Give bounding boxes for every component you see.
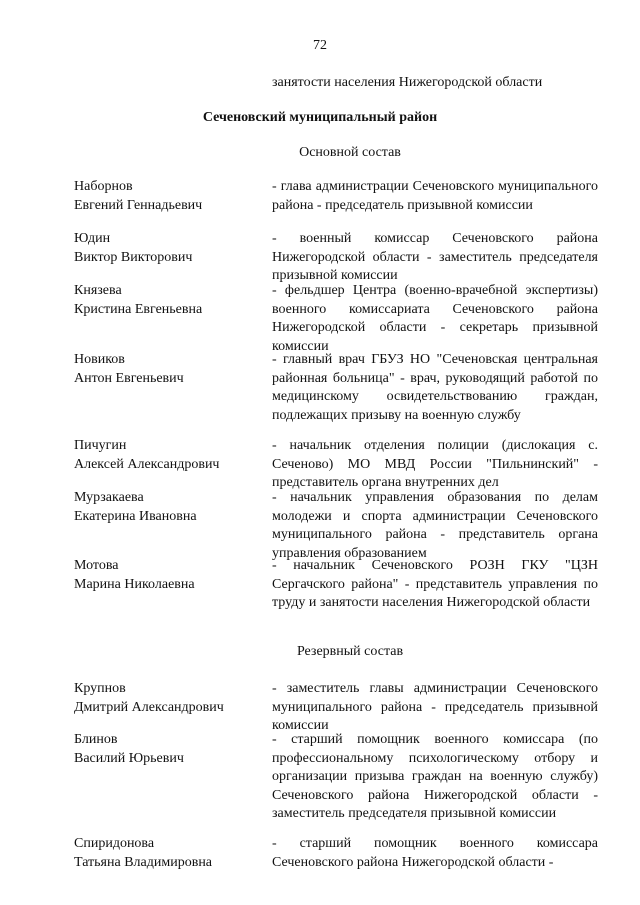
member-name [74, 835, 264, 872]
member-role: - заместитель главы администрации Сеченовского муниципального района - председатель призывной комиссии [272, 681, 598, 733]
member-surname: Новиков [74, 352, 125, 367]
member-given-names: Василий Юрьевич [74, 750, 184, 766]
member-role: - старший помощник военного комиссара (по профессиональному психологическому отбору и организации призыва граждан на военную службу) Сеченовского района Нижегородской области - заместитель председателя призывной комиссии [272, 732, 598, 821]
member-role: - фельдшер Центра (военно-врачебной экспертизы) военного комиссариата Сеченовского района Нижегородской области - секретарь призывной комиссии [272, 283, 598, 354]
member-role: - начальник управления образования по делам молодежи и спорта администрации Сеченовского муниципального района - представитель органа управления образованием [272, 490, 598, 561]
district-title: Сеченовский муниципальный район [202, 110, 438, 125]
member-role: - военный комиссар Сеченовского района Нижегородской области - заместитель председателя призывной комиссии [272, 231, 598, 283]
member-given-names: Кристина Евгеньевна [74, 301, 203, 317]
member-name [74, 680, 264, 717]
member-name [74, 489, 264, 526]
member-role: - начальник отделения полиции (дислокация с. Сеченово) МО МВД России "Пильнинский" - представитель органа внутренних дел [272, 438, 598, 490]
member-name [74, 230, 264, 267]
member-name [74, 351, 264, 388]
member-surname: Крупнов [74, 681, 126, 696]
member-surname: Пичугин [74, 438, 127, 453]
member-given-names: Марина Николаевна [74, 576, 195, 592]
main-section-title: Основной состав [299, 145, 401, 160]
member-given-names: Дмитрий Александрович [74, 699, 224, 715]
member-name [74, 178, 264, 215]
reserve-section-title: Резервный состав [296, 644, 404, 659]
member-surname: Спиридонова [74, 836, 155, 851]
member-role: - старший помощник военного комиссара Сеченовского района Нижегородской области - [272, 836, 598, 870]
member-name [74, 557, 264, 594]
member-given-names: Евгений Геннадьевич [74, 197, 203, 213]
member-role: - главный врач ГБУЗ НО "Сеченовская центральная районная больница" - врач, руководящий работой по медицинскому освидетельствованию граждан, подлежащих призыву на военную службу [272, 352, 598, 423]
member-surname: Мурзакаева [74, 490, 144, 505]
member-surname: Юдин [74, 231, 111, 246]
page-number: 72 [313, 38, 327, 53]
member-surname: Наборнов [74, 179, 133, 194]
member-given-names: Алексей Александрович [74, 456, 220, 472]
member-name [74, 731, 264, 768]
member-given-names: Екатерина Ивановна [74, 508, 197, 524]
member-surname: Мотова [74, 558, 119, 573]
member-surname: Блинов [74, 732, 118, 747]
member-given-names: Антон Евгеньевич [74, 370, 184, 386]
member-given-names: Виктор Викторович [74, 249, 193, 265]
member-surname: Князева [74, 283, 122, 298]
continuation-text: занятости населения Нижегородской области [272, 75, 543, 90]
member-name [74, 282, 264, 319]
member-role: - глава администрации Сеченовского муниципального района - председатель призывной комиссии [272, 179, 598, 213]
member-given-names: Татьяна Владимировна [74, 854, 213, 870]
member-name [74, 437, 264, 474]
member-role: - начальник Сеченовского РОЗН ГКУ "ЦЗН Сергачского района" - представитель управления по труду и занятости населения Нижегородской области [272, 558, 598, 610]
